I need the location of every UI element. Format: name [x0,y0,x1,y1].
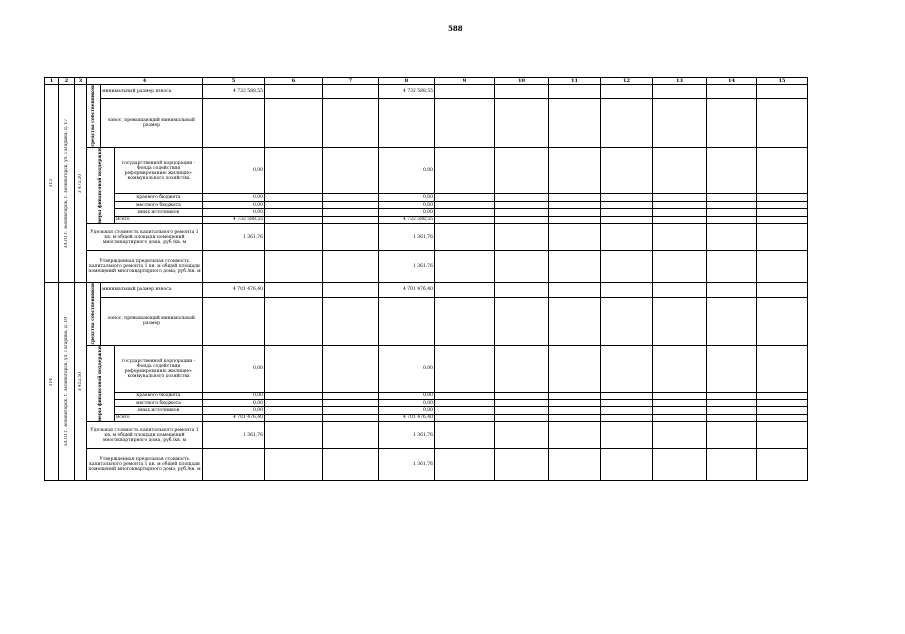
empty-cell [379,297,435,345]
unit-cost-value-8: 1 361,76 [379,224,435,251]
empty-cell [653,283,707,297]
empty-cell [495,414,549,421]
empty-cell [265,392,323,399]
empty-cell [707,251,757,283]
empty-cell [757,251,808,283]
empty-cell [601,407,653,414]
empty-cell [601,224,653,251]
table-row [45,422,808,449]
empty-cell [435,251,495,283]
regional-value-8: 0,00 [379,194,435,201]
address-cell [59,85,75,283]
empty-cell [601,209,653,216]
empty-cell [549,407,601,414]
header-cell: 5 [203,78,265,85]
empty-cell [265,99,323,147]
empty-cell [435,85,495,99]
state-corp-label: государственной корпорации - Фонда содействия реформированию жилищно-коммунального хозяйства [115,345,203,392]
empty-cell [495,422,549,449]
empty-cell [435,297,495,345]
empty-cell [495,147,549,194]
max-cost-value-8: 1 361,76 [379,251,435,283]
local-value-8: 0,00 [379,399,435,406]
max-cost-label: Утвержденная предельная стоимость капитального ремонта 1 кв. м общей площади помещений многоквартирного дома, руб./кв. м [87,251,203,283]
table-row [45,194,808,201]
empty-cell [653,392,707,399]
empty-cell [265,297,323,345]
header-cell: 12 [601,78,653,85]
empty-cell [435,414,495,421]
table-row [45,251,808,283]
empty-cell [707,399,757,406]
fin-support-label: меры финансовой поддержки [98,345,103,422]
own-funds-cell [87,85,101,148]
empty-cell [707,414,757,421]
empty-cell [323,201,379,208]
empty-cell [757,414,808,421]
table-row [45,407,808,414]
empty-cell [707,224,757,251]
empty-cell [601,392,653,399]
empty-cell [653,399,707,406]
empty-cell [435,345,495,392]
empty-cell [707,283,757,297]
empty-cell [435,99,495,147]
empty-cell [265,449,323,481]
empty-cell [495,224,549,251]
state-corp-value: 0,00 [203,147,265,194]
local-value: 0,00 [203,201,265,208]
empty-cell [653,422,707,449]
empty-cell [549,297,601,345]
empty-cell [495,99,549,147]
other-sources-label: иных источников [115,407,203,414]
empty-cell [435,147,495,194]
own-funds-cell [87,283,101,346]
empty-cell [707,345,757,392]
empty-cell [653,194,707,201]
empty-cell [495,85,549,99]
table-row [45,209,808,216]
empty-cell [601,297,653,345]
table-row [45,216,808,223]
empty-cell [495,399,549,406]
fin-support-cell [87,345,115,422]
row-number-cell [45,283,59,481]
state-corp-value-8: 0,00 [379,147,435,194]
empty-cell [757,422,808,449]
empty-cell [435,194,495,201]
total-value-8: 4 732 588,55 [379,216,435,223]
other-value: 0,00 [203,209,265,216]
empty-cell [495,251,549,283]
empty-cell [435,392,495,399]
empty-cell [707,99,757,147]
empty-cell [707,201,757,208]
empty-cell [757,297,808,345]
other-sources-label: иных источников [115,209,203,216]
empty-cell [653,201,707,208]
empty-cell [601,147,653,194]
header-cell: 4 [87,78,203,85]
local-value-8: 0,00 [379,201,435,208]
empty-cell [707,407,757,414]
regional-budget-label: краевого бюджета [115,392,203,399]
local-budget-label: местного бюджета [115,399,203,406]
empty-cell [549,224,601,251]
empty-cell [435,216,495,223]
min-fee-value-8: 4 732 588,55 [379,85,435,99]
empty-cell [549,414,601,421]
address-cell [59,283,75,481]
empty-cell [707,449,757,481]
address: ЗАТО г. Зеленогорск, г. Зеленогорск, ул. Гагарина, д. 17 [64,118,69,249]
empty-cell [757,147,808,194]
empty-cell [653,449,707,481]
capital-repair-table [44,77,808,481]
excess-fee-label: взнос, превышающий минимальный размер [101,99,203,147]
empty-cell [707,216,757,223]
empty-cell [265,399,323,406]
total-label: Всего [115,216,203,223]
unit-cost-label: Удельная стоимость капитального ремонта 1 кв. м общей площади помещений многоквартирного дома, руб./кв. м [87,224,203,251]
empty-cell [707,194,757,201]
empty-cell [203,99,265,147]
empty-cell [653,99,707,147]
table-row [45,283,808,297]
empty-cell [495,449,549,481]
empty-cell [549,201,601,208]
empty-cell [757,201,808,208]
empty-cell [549,209,601,216]
min-fee-label: минимальный размер взноса [101,85,203,99]
empty-cell [707,392,757,399]
area-cell [75,283,87,481]
empty-cell [265,414,323,421]
empty-cell [549,251,601,283]
empty-cell [435,224,495,251]
empty-cell [323,399,379,406]
header-cell: 6 [265,78,323,85]
empty-cell [707,147,757,194]
empty-cell [435,422,495,449]
empty-cell [265,209,323,216]
other-value-8: 0,00 [379,209,435,216]
table-row [45,99,808,147]
empty-cell [435,449,495,481]
empty-cell [265,422,323,449]
row-number: 113 [49,179,54,188]
max-cost-value-8: 1 361,76 [379,449,435,481]
empty-cell [435,399,495,406]
unit-cost-label: Удельная стоимость капитального ремонта 1 кв. м общей площади помещений многоквартирного дома, руб./кв. м [87,422,203,449]
empty-cell [323,251,379,283]
header-cell: 9 [435,78,495,85]
header-cell: 3 [75,78,87,85]
page-number: 588 [448,24,463,33]
empty-cell [653,414,707,421]
empty-cell [549,283,601,297]
empty-cell [653,345,707,392]
empty-cell [495,407,549,414]
empty-cell [323,449,379,481]
empty-cell [601,345,653,392]
empty-cell [653,216,707,223]
empty-cell [323,194,379,201]
empty-cell [265,345,323,392]
row-number-cell [45,85,59,283]
table-row [45,297,808,345]
excess-fee-label: взнос, превышающий минимальный размер [101,297,203,345]
header-cell: 10 [495,78,549,85]
min-fee-value: 4 732 588,55 [203,85,265,99]
regional-budget-label: краевого бюджета [115,194,203,201]
empty-cell [757,85,808,99]
empty-cell [653,407,707,414]
empty-cell [707,85,757,99]
header-cell: 14 [707,78,757,85]
area-cell [75,85,87,283]
empty-cell [601,422,653,449]
empty-cell [323,297,379,345]
empty-cell [265,251,323,283]
empty-cell [601,399,653,406]
empty-cell [601,216,653,223]
empty-cell [601,85,653,99]
area: 3 475,20 [78,173,83,194]
row-number: 114 [49,377,54,386]
empty-cell [323,224,379,251]
address: ЗАТО г. Зеленогорск, г. Зеленогорск, ул. Гагарина, д. 19 [64,317,69,447]
regional-value-8: 0,00 [379,392,435,399]
empty-cell [549,392,601,399]
table-row [45,85,808,99]
empty-cell [601,194,653,201]
empty-cell [265,407,323,414]
empty-cell [707,209,757,216]
empty-cell [203,449,265,481]
empty-cell [265,224,323,251]
empty-cell [549,345,601,392]
header-cell: 2 [59,78,75,85]
header-cell: 7 [323,78,379,85]
empty-cell [495,194,549,201]
header-row [45,78,808,85]
unit-cost-value: 1 361,76 [203,224,265,251]
own-funds-label: средства собственников [91,85,96,147]
header-cell: 15 [757,78,808,85]
regional-value: 0,00 [203,194,265,201]
header-cell: 13 [653,78,707,85]
empty-cell [435,209,495,216]
empty-cell [653,224,707,251]
min-fee-label: минимальный размер взноса [101,283,203,297]
empty-cell [549,99,601,147]
empty-cell [549,216,601,223]
table-row [45,224,808,251]
empty-cell [707,297,757,345]
local-budget-label: местного бюджета [115,201,203,208]
empty-cell [323,414,379,421]
empty-cell [757,224,808,251]
empty-cell [323,99,379,147]
table-row [45,345,808,392]
empty-cell [323,392,379,399]
empty-cell [757,283,808,297]
empty-cell [323,85,379,99]
table-row [45,147,808,194]
empty-cell [653,297,707,345]
header-cell: 1 [45,78,59,85]
header-cell: 8 [379,78,435,85]
empty-cell [601,283,653,297]
empty-cell [323,283,379,297]
unit-cost-value-8: 1 361,76 [379,422,435,449]
empty-cell [757,449,808,481]
fin-support-label: меры финансовой поддержки [98,147,103,224]
empty-cell [757,216,808,223]
empty-cell [549,449,601,481]
empty-cell [757,392,808,399]
local-value: 0,00 [203,399,265,406]
empty-cell [265,85,323,99]
table-row [45,392,808,399]
empty-cell [435,201,495,208]
empty-cell [203,297,265,345]
empty-cell [265,194,323,201]
total-value-8: 4 701 476,40 [379,414,435,421]
empty-cell [435,283,495,297]
empty-cell [495,392,549,399]
state-corp-value-8: 0,00 [379,345,435,392]
empty-cell [549,147,601,194]
empty-cell [707,422,757,449]
empty-cell [653,147,707,194]
empty-cell [601,201,653,208]
empty-cell [757,345,808,392]
empty-cell [601,99,653,147]
empty-cell [323,407,379,414]
empty-cell [653,209,707,216]
empty-cell [653,85,707,99]
max-cost-label: Утвержденная предельная стоимость капитального ремонта 1 кв. м общей площади помещений многоквартирного дома, руб./кв. м [87,449,203,481]
empty-cell [757,209,808,216]
empty-cell [549,194,601,201]
empty-cell [601,251,653,283]
empty-cell [323,422,379,449]
empty-cell [757,407,808,414]
empty-cell [323,147,379,194]
empty-cell [549,422,601,449]
empty-cell [323,345,379,392]
table-row [45,399,808,406]
state-corp-value: 0,00 [203,345,265,392]
area: 3 452,50 [78,372,83,392]
empty-cell [379,99,435,147]
fin-support-cell [87,147,115,224]
empty-cell [265,201,323,208]
empty-cell [549,85,601,99]
table-row [45,201,808,208]
empty-cell [757,99,808,147]
min-fee-value-8: 4 701 476,40 [379,283,435,297]
empty-cell [265,147,323,194]
table-row [45,449,808,481]
empty-cell [495,201,549,208]
empty-cell [265,283,323,297]
empty-cell [265,216,323,223]
empty-cell [323,216,379,223]
empty-cell [495,297,549,345]
unit-cost-value: 1 361,76 [203,422,265,449]
empty-cell [549,399,601,406]
state-corp-label: государственной корпорации - Фонда содействия реформированию жилищно-коммунального хозяйства [115,147,203,194]
empty-cell [323,209,379,216]
table-row [45,414,808,421]
empty-cell [653,251,707,283]
total-value: 4 732 588,55 [203,216,265,223]
empty-cell [495,345,549,392]
own-funds-label: средства собственников [91,283,96,345]
empty-cell [757,399,808,406]
min-fee-value: 4 701 476,40 [203,283,265,297]
empty-cell [601,449,653,481]
header-cell: 11 [549,78,601,85]
total-label: Всего [115,414,203,421]
other-value-8: 0,00 [379,407,435,414]
empty-cell [495,283,549,297]
empty-cell [435,407,495,414]
empty-cell [495,209,549,216]
empty-cell [601,414,653,421]
total-value: 4 701 476,40 [203,414,265,421]
regional-value: 0,00 [203,392,265,399]
empty-cell [203,251,265,283]
other-value: 0,00 [203,407,265,414]
empty-cell [495,216,549,223]
empty-cell [757,194,808,201]
